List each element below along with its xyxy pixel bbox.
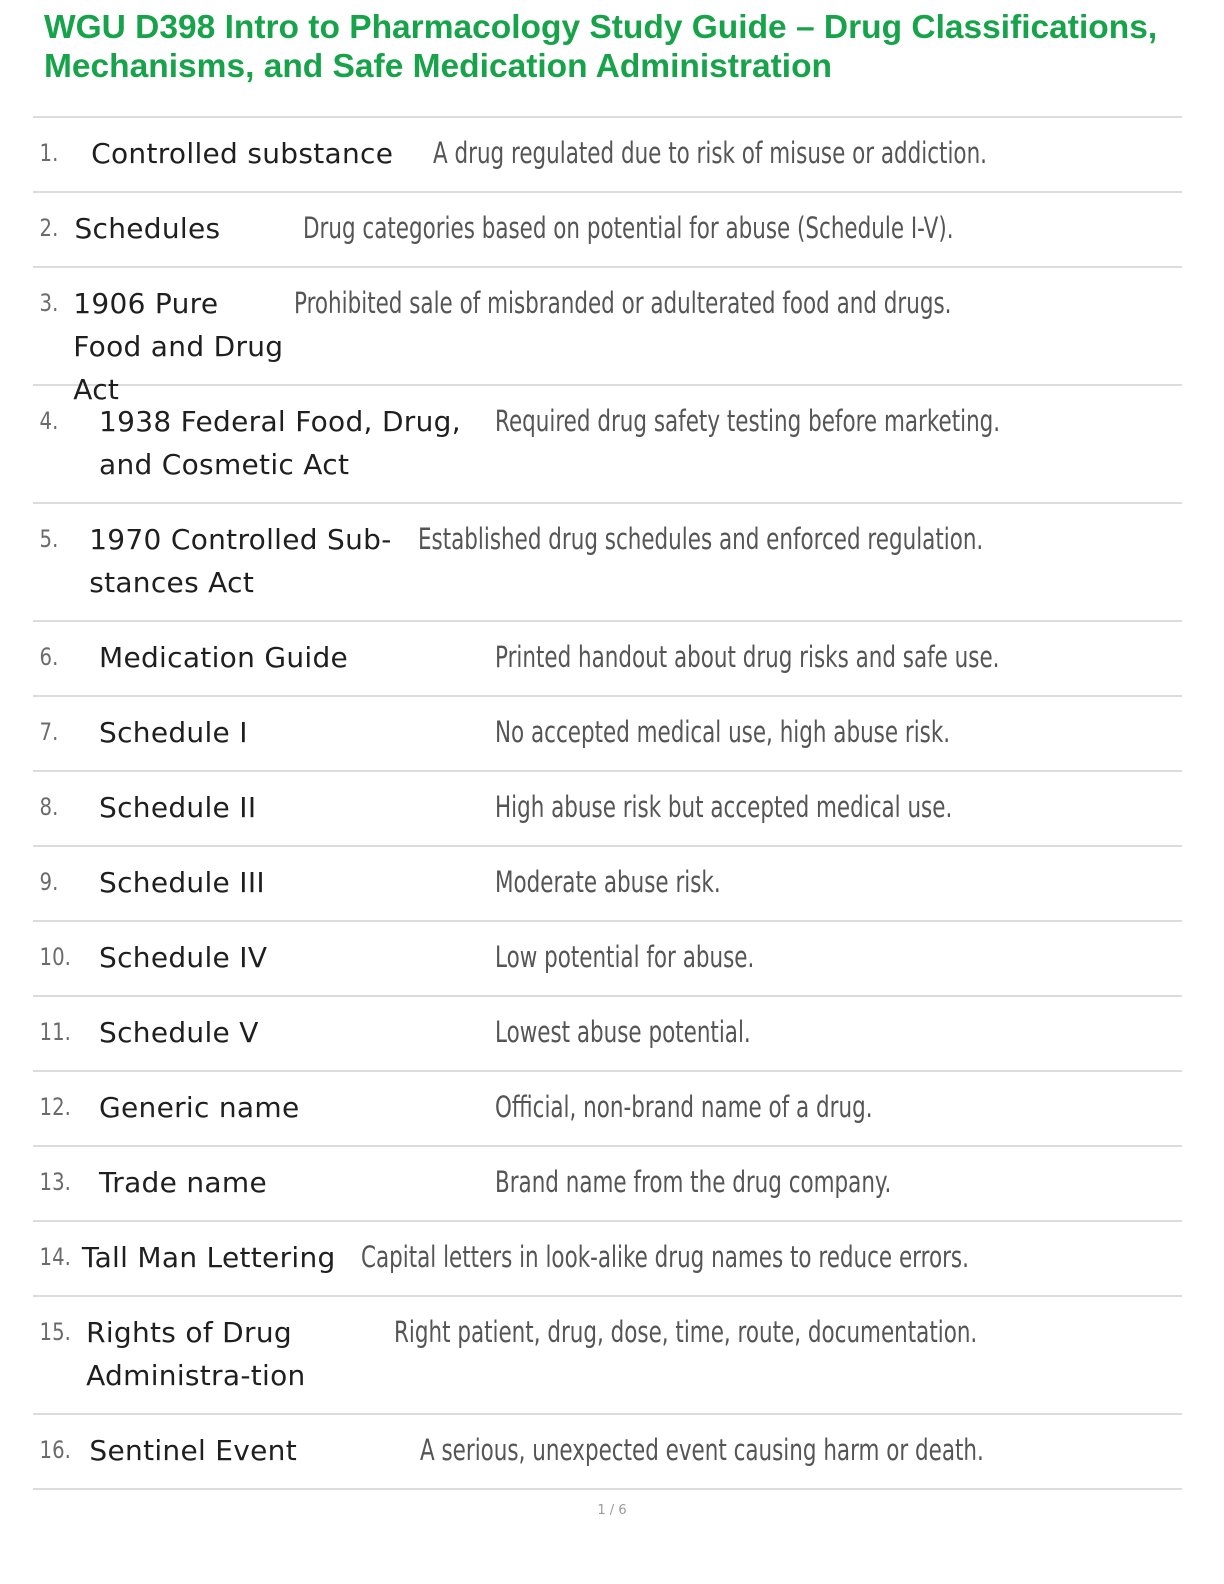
term-definition: Drug categories based on potential for abuse (Schedule I-V). <box>302 211 954 245</box>
term-name: Medication Guide <box>99 641 349 674</box>
item-number: 11. <box>39 1018 71 1046</box>
term-row <box>33 268 1182 406</box>
term-row <box>33 1147 1182 1222</box>
term-name: Schedule II <box>99 791 257 824</box>
item-number: 13. <box>39 1168 71 1196</box>
term-name: 1938 Federal Food, Drug, and Cosmetic Act <box>99 405 461 481</box>
item-number: 3. <box>39 289 59 317</box>
term-row <box>33 1072 1182 1147</box>
term-name: Trade name <box>99 1166 267 1199</box>
term-name: Sentinel Event <box>89 1434 297 1467</box>
term-definition: Printed handout about drug risks and safe use. <box>495 640 1000 674</box>
item-number: 6. <box>39 643 59 671</box>
term-row <box>33 504 1182 622</box>
page-indicator: 1 / 6 <box>597 1503 627 1518</box>
term-name: Tall Man Lettering <box>81 1241 336 1274</box>
item-number: 16. <box>39 1436 71 1464</box>
item-number: 10. <box>39 943 71 971</box>
item-number: 12. <box>39 1093 71 1121</box>
term-row <box>33 697 1182 772</box>
item-number: 7. <box>39 718 59 746</box>
term-row <box>33 1415 1182 1490</box>
term-name: Schedules <box>74 212 221 245</box>
item-number: 4. <box>39 407 59 435</box>
term-definition: Established drug schedules and enforced regulation. <box>418 522 984 556</box>
term-definition: Prohibited sale of misbranded or adulterated food and drugs. <box>293 286 951 320</box>
term-definition: Right patient, drug, dose, time, route, documentation. <box>393 1315 978 1349</box>
term-row <box>33 1297 1182 1415</box>
term-row <box>33 622 1182 697</box>
term-row <box>33 193 1182 268</box>
term-name: Schedule III <box>99 866 265 899</box>
terms-list <box>33 116 1182 1490</box>
term-row <box>33 1222 1182 1297</box>
term-name: 1970 Controlled Sub-stances Act <box>89 523 392 599</box>
term-row <box>33 772 1182 847</box>
term-definition: A drug regulated due to risk of misuse or addiction. <box>433 136 988 170</box>
term-definition: Brand name from the drug company. <box>495 1165 892 1199</box>
term-definition: Official, non-brand name of a drug. <box>495 1090 873 1124</box>
term-row <box>33 997 1182 1072</box>
item-number: 5. <box>39 525 59 553</box>
term-definition: A serious, unexpected event causing harm or death. <box>420 1433 984 1467</box>
term-name: Rights of Drug Administra-tion <box>86 1316 306 1392</box>
item-number: 14. <box>39 1243 71 1271</box>
item-number: 8. <box>39 793 59 821</box>
term-definition: Required drug safety testing before marketing. <box>495 404 1001 438</box>
term-definition: No accepted medical use, high abuse risk. <box>495 715 951 749</box>
term-name: Controlled substance <box>91 137 394 170</box>
term-row <box>33 922 1182 997</box>
term-definition: Capital letters in look-alike drug names to reduce errors. <box>360 1240 969 1274</box>
term-name: Schedule V <box>99 1016 259 1049</box>
term-name: Generic name <box>99 1091 300 1124</box>
term-row <box>33 847 1182 922</box>
item-number: 1. <box>39 139 59 167</box>
term-row <box>33 386 1182 504</box>
document-title: WGU D398 Intro to Pharmacology Study Guide – Drug Classifications, Mechanisms, and Safe Medication Administration <box>44 9 1158 85</box>
term-definition: Moderate abuse risk. <box>495 865 721 899</box>
item-number: 15. <box>39 1318 71 1346</box>
term-row <box>33 118 1182 193</box>
term-name: Schedule I <box>99 716 248 749</box>
term-definition: Low potential for abuse. <box>495 940 755 974</box>
term-definition: Lowest abuse potential. <box>495 1015 751 1049</box>
item-number: 9. <box>39 868 59 896</box>
term-name: 1906 Pure Food and Drug Act <box>73 287 284 406</box>
item-number: 2. <box>39 214 59 242</box>
term-definition: High abuse risk but accepted medical use. <box>495 790 953 824</box>
term-name: Schedule IV <box>99 941 268 974</box>
